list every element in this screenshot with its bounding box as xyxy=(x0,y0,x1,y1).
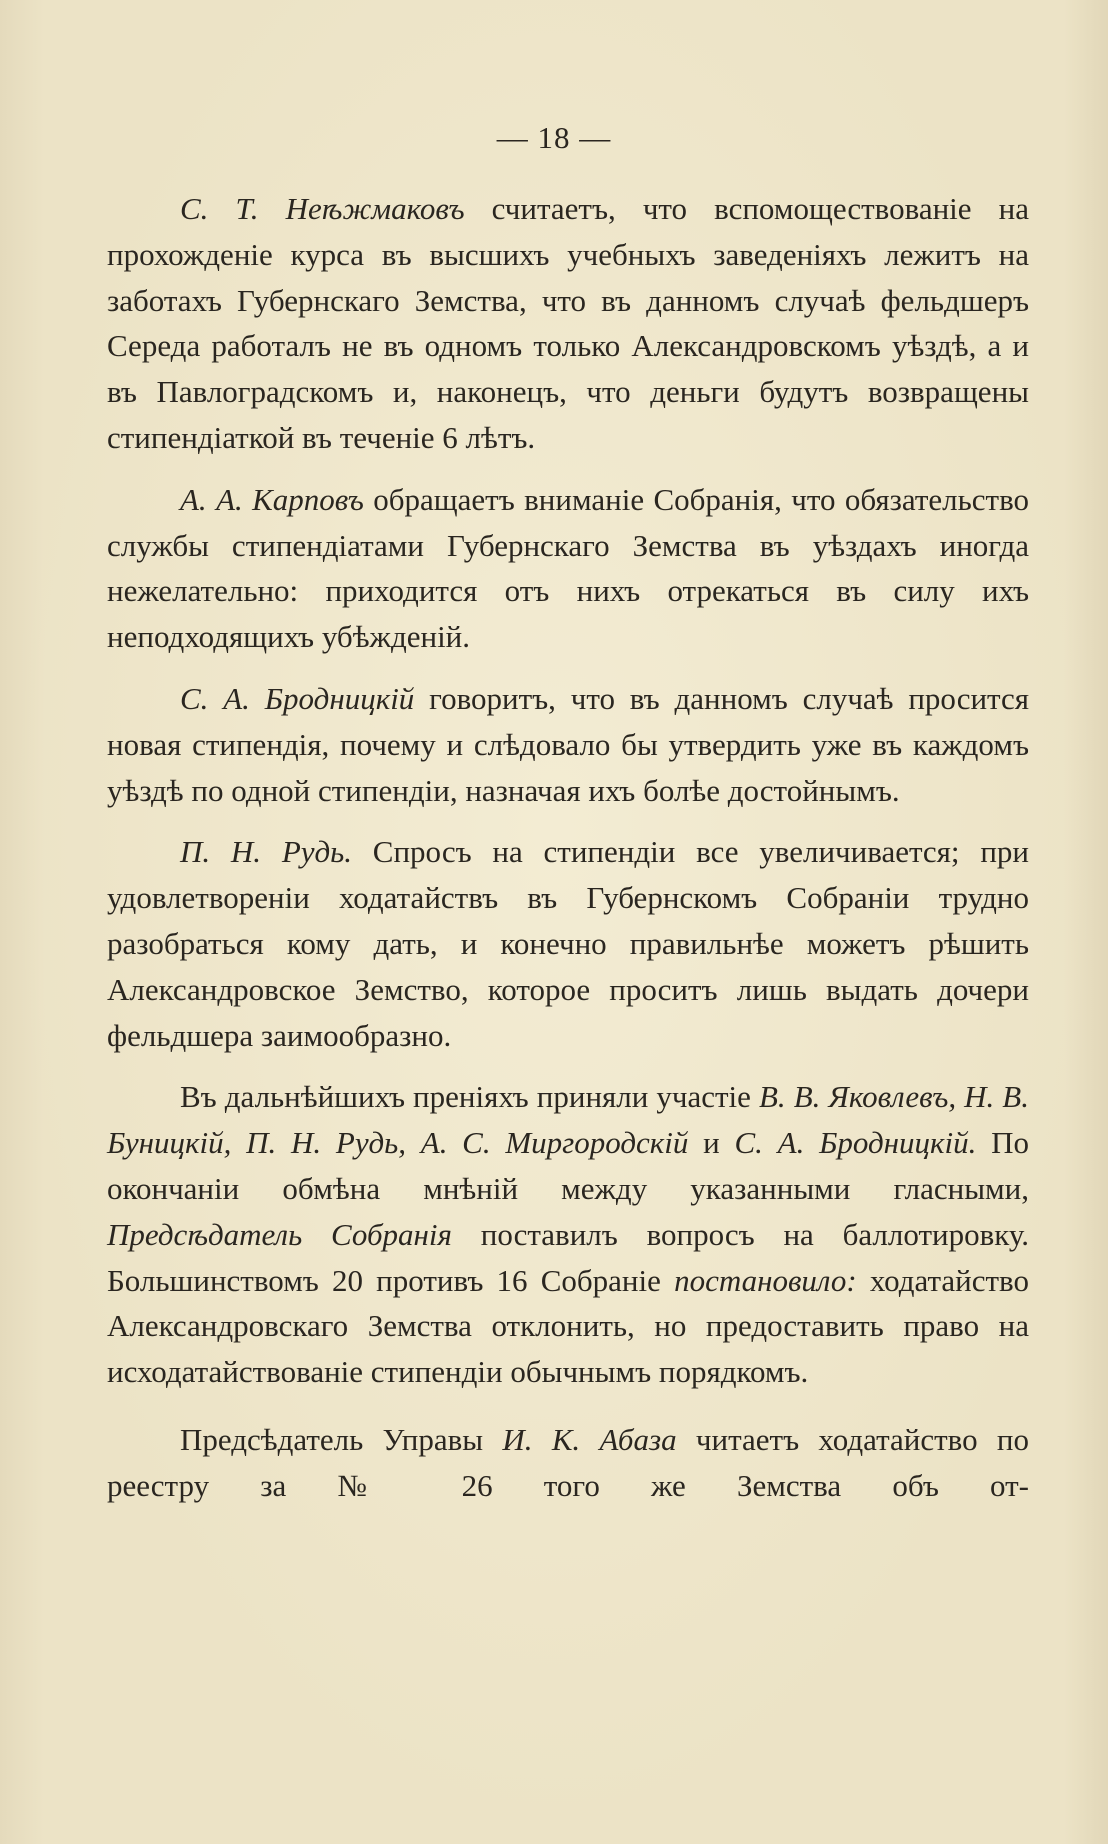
chairman-title: Предсѣдатель Собранія xyxy=(107,1216,452,1252)
text-run: и xyxy=(688,1125,735,1161)
text-run: поставилъ вопросъ на баллотировку. Большинствомъ 20 противъ 16 Собраніе xyxy=(107,1216,1029,1298)
speaker-name: С. А. Бродницкій xyxy=(180,680,415,716)
paragraph-5 xyxy=(107,1074,1029,1395)
names-list: В. В. Яковлевъ, Н. В. Буницкій, П. Н. Рудь, А. С. Миргородскій xyxy=(107,1079,1029,1161)
text-run: Въ дальнѣйшихъ преніяхъ приняли участіе xyxy=(180,1079,759,1115)
paragraph-6 xyxy=(107,1417,1029,1509)
paragraph-text: Спросъ на стипендіи все увеличивается; при удовлетвореніи ходатайствъ въ Губернскомъ Собраніи трудно разобраться кому дать, и конечно правильнѣе можетъ рѣшить Александровское Земство, которое проситъ лишь выдать дочери фельдшера заимообразно. xyxy=(107,834,1030,1053)
paragraph-text: считаетъ, что вспомоществованіе на прохожденіе курса въ высшихъ учебныхъ заведеніяхъ лежитъ на заботахъ Губернскаго Земства, что въ данномъ случаѣ фельдшеръ Середа работалъ не въ одномъ только Александровскомъ уѣздѣ, а и въ Павлоградскомъ и, наконецъ, что деньги будутъ возвращены стипендіаткой въ теченіе 6 лѣтъ. xyxy=(107,191,1029,455)
speaker-name: П. Н. Рудь. xyxy=(180,834,352,870)
text-run: Предсѣдатель Управы xyxy=(180,1421,503,1457)
speaker-name: С. А. Бродницкій. xyxy=(734,1125,977,1161)
text-run: ходатайство Александровскаго Земства отклонить, но предоставить право на исходатайствованіе стипендіи обычнымъ порядкомъ. xyxy=(107,1262,1029,1390)
speaker-name: А. А. Карповъ xyxy=(180,481,364,517)
paragraph-text: говоритъ, что въ данномъ случаѣ просится новая стипендія, почему и слѣдовало бы утвердить уже въ каждомъ уѣздѣ по одной стипендіи, назначая ихъ болѣе достойнымъ. xyxy=(107,680,1029,808)
text-run: читаетъ ходатайство по реестру за № 26 того же Земства объ от- xyxy=(107,1421,1029,1503)
text-run: По окончаніи обмѣна мнѣній между указанными гласными, xyxy=(107,1125,1029,1206)
speaker-name: С. Т. Неѣжмаковъ xyxy=(180,191,465,226)
paragraph-3 xyxy=(107,676,1029,813)
paragraph-2 xyxy=(107,477,1029,660)
paragraph-text: обращаетъ вниманіе Собранія, что обязательство службы стипендіатами Губернскаго Земства въ уѣздахъ иногда нежелательно: приходится отъ нихъ отрекаться въ силу ихъ неподходящихъ убѣжденій. xyxy=(107,481,1029,655)
body-text xyxy=(107,186,1029,1509)
resolution-word: постановило: xyxy=(674,1262,857,1298)
paragraph-4 xyxy=(107,829,1029,1058)
paragraph-1 xyxy=(107,186,1029,461)
speaker-name: И. К. Абаза xyxy=(502,1421,677,1457)
page-number: — 18 — xyxy=(496,120,612,155)
